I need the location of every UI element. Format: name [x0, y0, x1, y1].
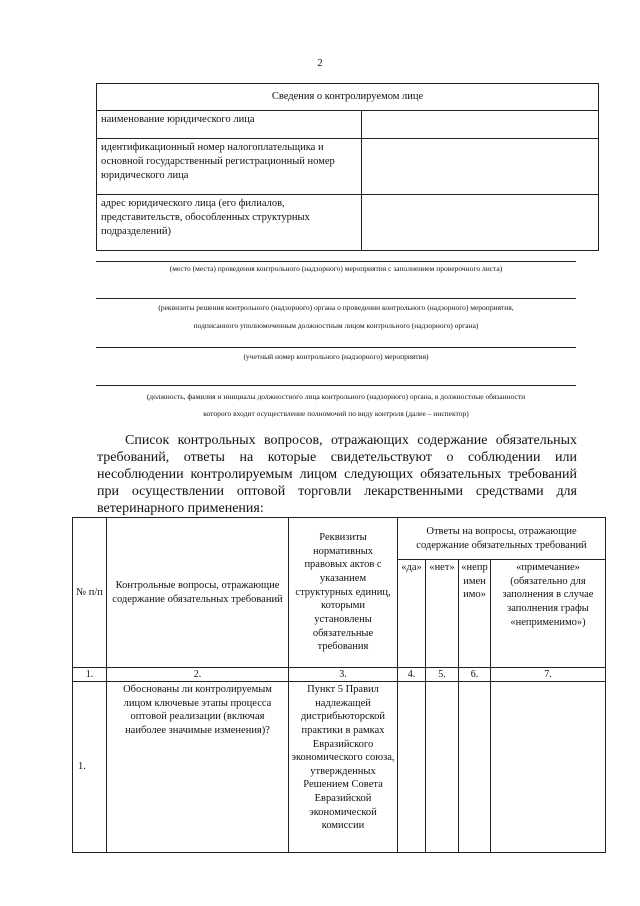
- answer-na-cell[interactable]: [459, 682, 491, 853]
- inspector-caption-1: (должность, фамилия и инициалы должностного лица контрольного (надзорного) органа, в должностные обязанности: [146, 392, 526, 401]
- row-question: Обоснованы ли контролируемым лицом ключевые этапы процесса оптовой реализации (включая наиболее значимые изменения)?: [107, 682, 289, 853]
- checklist-table: [72, 517, 606, 853]
- answer-note-cell[interactable]: [491, 682, 606, 853]
- decision-caption-1: (реквизиты решения контрольного (надзорного) органа о проведении контрольного (надзорного) мероприятия,: [158, 303, 514, 312]
- tax-id-label: идентификационный номер налогоплательщика и основной государственный регистрационный номер юридического лица: [97, 139, 362, 195]
- place-line[interactable]: [96, 261, 576, 262]
- inspector-caption-2: которого входит осуществление полномочий по виду контроля (далее – инспектор): [203, 409, 469, 418]
- col-number: 7.: [491, 668, 606, 682]
- checklist-title: [97, 432, 577, 517]
- decision-caption-2: подписанного уполномоченным должностным лицом контрольного (надзорного) органа): [193, 321, 479, 330]
- inspector-line[interactable]: [96, 385, 576, 386]
- col-number: 1.: [73, 668, 107, 682]
- page-number: 2: [317, 57, 323, 69]
- table-row: [73, 682, 606, 853]
- header-yes: «да»: [398, 560, 426, 668]
- col-number: 2.: [107, 668, 289, 682]
- checklist-title-text: Список контрольных вопросов, отражающих содержание обязательных требований, ответы на которые свидетельствуют о соблюдении или несоблюдении контролируемым лицом следующих обязательных требований при осуществлении оптовой торговли лекарственными средствами для ветеринарного применения:: [97, 433, 577, 516]
- answer-yes-cell[interactable]: [398, 682, 426, 853]
- header-question: Контрольные вопросы, отражающие содержание обязательных требований: [107, 518, 289, 668]
- tax-id-value[interactable]: [362, 139, 599, 195]
- decision-line[interactable]: [96, 298, 576, 299]
- col-number: 3.: [289, 668, 398, 682]
- header-not-applicable: «неприменимо»: [459, 560, 491, 668]
- answer-no-cell[interactable]: [426, 682, 459, 853]
- col-number: 4.: [398, 668, 426, 682]
- legal-name-label: наименование юридического лица: [97, 111, 362, 139]
- col-number: 5.: [426, 668, 459, 682]
- record-number-line[interactable]: [96, 347, 576, 348]
- place-caption: (место (места) проведения контрольного (надзорного) мероприятия с заполнением проверочного листа): [169, 264, 503, 273]
- header-answers: Ответы на вопросы, отражающие содержание обязательных требований: [398, 518, 606, 560]
- header-num: № п/п: [73, 518, 107, 668]
- header-requisites: Реквизиты нормативных правовых актов с указанием структурных единиц, которыми установлены обязательные требования: [289, 518, 398, 668]
- address-value[interactable]: [362, 195, 599, 251]
- header-no: «нет»: [426, 560, 459, 668]
- record-number-caption: (учетный номер контрольного (надзорного) мероприятия): [243, 352, 429, 361]
- row-requisites: Пункт 5 Правил надлежащей дистрибьюторской практики в рамках Евразийского экономического союза, утвержденных Решением Совета Евразийской экономической комиссии: [289, 682, 398, 853]
- legal-name-value[interactable]: [362, 111, 599, 139]
- header-note: «примечание» (обязательно для заполнения в случае заполнения графы «неприменимо»): [491, 560, 606, 668]
- col-number: 6.: [459, 668, 491, 682]
- controlled-person-header: Сведения о контролируемом лице: [97, 84, 599, 111]
- controlled-person-table: [96, 83, 599, 251]
- row-number: 1.: [73, 682, 107, 853]
- address-label: адрес юридического лица (его филиалов, представительств, обособленных структурных подразделений): [97, 195, 362, 251]
